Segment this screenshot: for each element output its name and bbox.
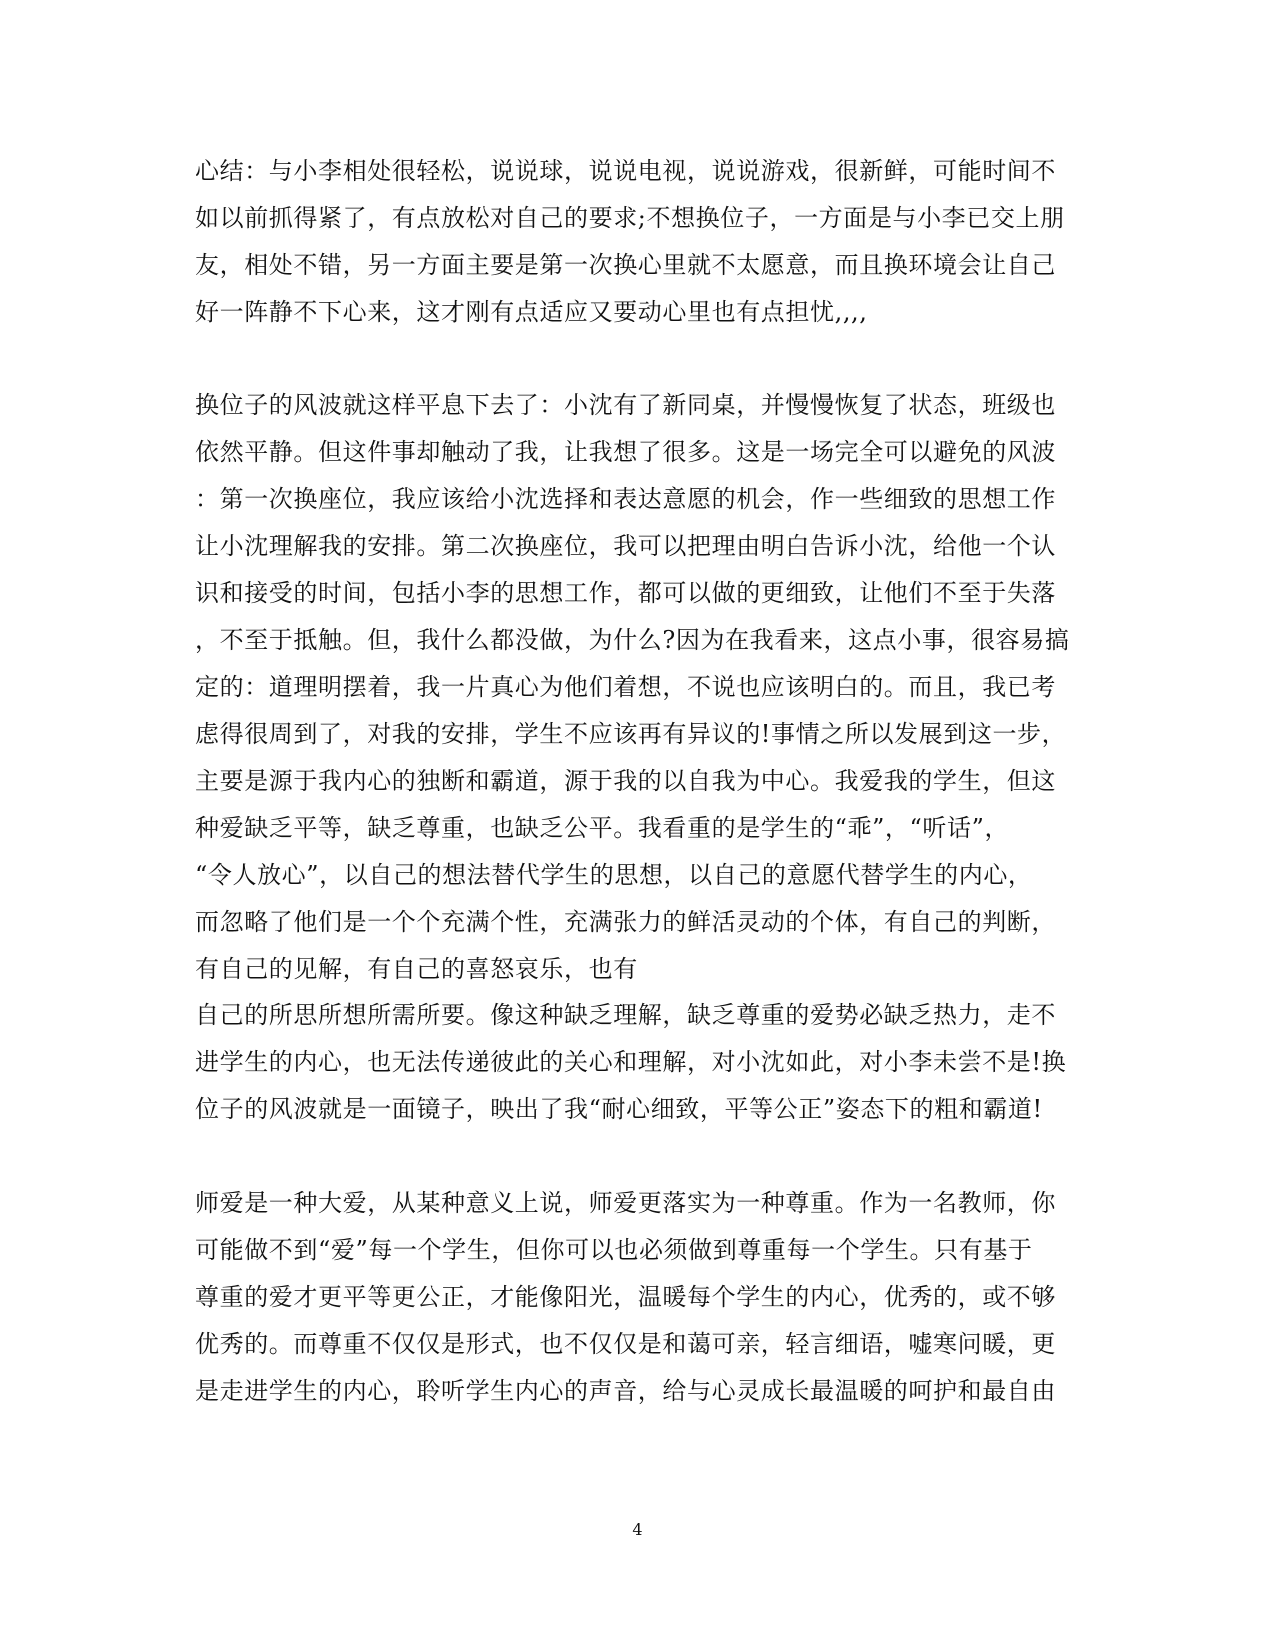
text-line: 尊重的爱才更平等更公正，才能像阳光，温暖每个学生的内心，优秀的，或不够 bbox=[195, 1283, 1056, 1311]
text-line: 进学生的内心，也无法传递彼此的关心和理解，对小沈如此，对小李未尝不是!换 bbox=[195, 1048, 1067, 1076]
text-line: 好一阵静不下心来，这才刚有点适应又要动心里也有点担忧,,,, bbox=[195, 298, 868, 326]
text-line: 主要是源于我内心的独断和霸道，源于我的以自我为中心。我爱我的学生，但这 bbox=[195, 767, 1056, 795]
text-line: 种爱缺乏平等，缺乏尊重，也缺乏公平。我看重的是学生的“乖”，“听话”， bbox=[195, 814, 1010, 842]
text-line: 换位子的风波就这样平息下去了：小沈有了新同桌，并慢慢恢复了状态，班级也 bbox=[195, 391, 1056, 419]
text-line: 优秀的。而尊重不仅仅是形式，也不仅仅是和蔼可亲，轻言细语，嘘寒问暖，更 bbox=[195, 1330, 1056, 1358]
text-line: 而忽略了他们是一个个充满个性，充满张力的鲜活灵动的个体，有自己的判断， bbox=[195, 908, 1056, 936]
text-line: 有自己的见解，有自己的喜怒哀乐，也有 bbox=[195, 955, 638, 983]
text-line: ，不至于抵触。但，我什么都没做，为什么?因为在我看来，这点小事，很容易搞 bbox=[195, 626, 1070, 654]
text-line: 虑得很周到了，对我的安排，学生不应该再有异议的!事情之所以发展到这一步， bbox=[195, 720, 1067, 748]
text-line: ：第一次换座位，我应该给小沈选择和表达意愿的机会，作一些细致的思想工作 bbox=[195, 485, 1056, 513]
text-line: 位子的风波就是一面镜子，映出了我“耐心细致，平等公正”姿态下的粗和霸道! bbox=[195, 1095, 1043, 1123]
text-line: 定的：道理明摆着，我一片真心为他们着想，不说也应该明白的。而且，我已考 bbox=[195, 673, 1056, 701]
text-line: 自己的所思所想所需所要。像这种缺乏理解，缺乏尊重的爱势必缺乏热力，走不 bbox=[195, 1001, 1056, 1029]
page-number: 4 bbox=[632, 1520, 643, 1539]
text-line: 可能做不到“爱”每一个学生，但你可以也必须做到尊重每一个学生。只有基于 bbox=[195, 1236, 1033, 1264]
text-line: 心结：与小李相处很轻松，说说球，说说电视，说说游戏，很新鲜，可能时间不 bbox=[195, 157, 1056, 185]
text-line: 识和接受的时间，包括小李的思想工作，都可以做的更细致，让他们不至于失落 bbox=[195, 579, 1056, 607]
text-line: 如以前抓得紧了，有点放松对自己的要求;不想换位子，一方面是与小李已交上朋 bbox=[195, 204, 1065, 232]
text-line: 依然平静。但这件事却触动了我，让我想了很多。这是一场完全可以避免的风波 bbox=[195, 438, 1056, 466]
text-line: 让小沈理解我的安排。第二次换座位，我可以把理由明白告诉小沈，给他一个认 bbox=[195, 532, 1056, 560]
text-line: 友，相处不错，另一方面主要是第一次换心里就不太愿意，而且换环境会让自己 bbox=[195, 251, 1056, 279]
text-line: “令人放心”，以自己的想法替代学生的思想，以自己的意愿代替学生的内心， bbox=[195, 861, 1033, 889]
text-line: 是走进学生的内心，聆听学生内心的声音，给与心灵成长最温暖的呵护和最自由 bbox=[195, 1377, 1056, 1405]
text-line: 师爱是一种大爱，从某种意义上说，师爱更落实为一种尊重。作为一名教师，你 bbox=[195, 1189, 1056, 1217]
